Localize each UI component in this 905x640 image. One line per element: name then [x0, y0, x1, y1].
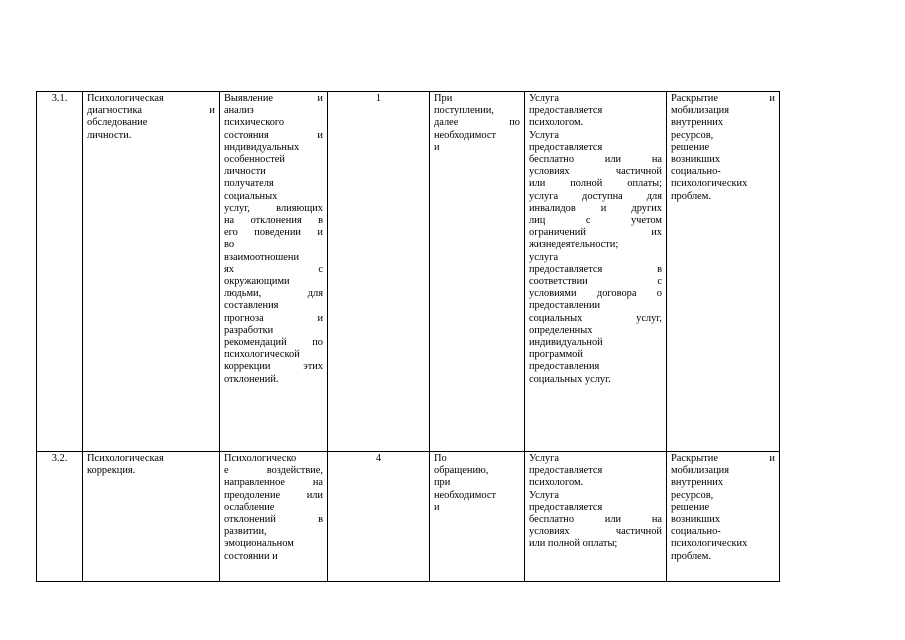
row-number: 3.2.	[51, 453, 68, 464]
cell-text-line: психологических	[671, 538, 748, 550]
cell-text-line: при	[434, 477, 451, 489]
cell-text-line: направленное на	[224, 477, 323, 489]
cell-text-line: внутренних	[671, 117, 724, 129]
cell-text-line: социально-	[671, 526, 721, 538]
cell-text-line: эмоциональном	[224, 538, 294, 550]
cell-text-line: ях с	[224, 263, 323, 275]
cell-text-line: людьми, для	[224, 288, 323, 300]
cell-text-line: или полной оплаты;	[529, 538, 618, 550]
cell-text-line: индивидуальной	[529, 337, 603, 349]
cell-text-line: возникших	[671, 154, 721, 166]
cell-text-line: Психологическая	[87, 453, 164, 464]
services-table	[36, 91, 780, 582]
result-cell	[667, 92, 780, 452]
cell-text-line: предоставлении	[529, 300, 601, 312]
cell-text-line: Услуга	[529, 453, 559, 464]
cell-text-line: обращению,	[434, 465, 489, 477]
cell-text-line: на отклонения в	[224, 215, 323, 227]
quantity-cell	[328, 452, 430, 582]
timing-cell	[430, 92, 525, 452]
cell-text-line: окружающими	[224, 276, 290, 288]
cell-text-line: ресурсов,	[671, 489, 714, 501]
cell-text-line: поступлении,	[434, 105, 494, 117]
cell-text-line: ресурсов,	[671, 129, 714, 141]
cell-text-line: мобилизация	[671, 465, 729, 477]
cell-text-line: и	[434, 141, 440, 153]
service-description-cell	[220, 452, 328, 582]
cell-text-line: программой	[529, 349, 583, 361]
cell-text-line: преодоление или	[224, 489, 323, 501]
result-cell	[667, 452, 780, 582]
cell-text-line: предоставляется в	[529, 263, 662, 275]
cell-text-line: Услуга	[529, 489, 559, 501]
service-name-cell	[83, 92, 220, 452]
cell-text-line: инвалидов и других	[529, 202, 662, 214]
cell-text-line: составления	[224, 300, 279, 312]
quantity-value: 1	[375, 93, 382, 104]
cell-text-line: отклонений.	[224, 373, 279, 385]
cell-text-line: личности.	[87, 129, 132, 141]
row-number: 3.1.	[51, 93, 68, 104]
cell-text-line: развитии,	[224, 526, 267, 538]
cell-text-line: ограничений их	[529, 227, 662, 239]
cell-text-line: бесплатно или на	[529, 154, 662, 166]
cell-text-line: условиях частичной	[529, 166, 662, 178]
cell-text-line: далее по	[434, 117, 520, 129]
cell-text-line: жизнедеятельности;	[529, 239, 619, 251]
cell-text-line: возникших	[671, 514, 721, 526]
cell-text-line: Психологическо	[224, 453, 297, 464]
cell-text-line: и	[434, 501, 440, 513]
quantity-cell	[328, 92, 430, 452]
cell-text-line: коррекции этих	[224, 361, 323, 373]
cell-text-line: Услуга	[529, 129, 559, 141]
cell-text-line: условиями договора о	[529, 288, 662, 300]
service-description-cell	[220, 92, 328, 452]
cell-text-line: Выявление и	[224, 93, 323, 104]
cell-text-line: социально-	[671, 166, 721, 178]
cell-text-line: решение	[671, 141, 710, 153]
cell-text-line: разработки	[224, 324, 274, 336]
cell-text-line: решение	[671, 501, 710, 513]
cell-text-line: отклонений в	[224, 514, 323, 526]
cell-text-line: особенностей	[224, 154, 285, 166]
cell-text-line: услуга доступна для	[529, 190, 662, 202]
cell-text-line: психологической	[224, 349, 300, 361]
table-row	[37, 92, 780, 452]
cell-text-line: рекомендаций по	[224, 337, 323, 349]
cell-text-line: психического	[224, 117, 285, 129]
conditions-cell	[525, 452, 667, 582]
cell-text-line: предоставляется	[529, 465, 603, 477]
cell-text-line: Услуга	[529, 93, 559, 104]
cell-text-line: услуг, влияющих	[224, 202, 323, 214]
cell-text-line: ослабление	[224, 501, 275, 513]
cell-text-line: или полной оплаты;	[529, 178, 662, 190]
row-number-cell	[37, 92, 83, 452]
cell-text-line: предоставляется	[529, 501, 603, 513]
cell-text-line: лиц с учетом	[529, 215, 662, 227]
cell-text-line: психологом.	[529, 117, 584, 129]
cell-text-line: предоставляется	[529, 105, 603, 117]
cell-text-line: диагностика и	[87, 105, 215, 117]
cell-text-line: прогноза и	[224, 312, 323, 324]
cell-text-line: При	[434, 93, 453, 104]
service-name-cell	[83, 452, 220, 582]
cell-text-line: анализ	[224, 105, 254, 117]
cell-text-line: социальных услуг,	[529, 312, 662, 324]
cell-text-line: проблем.	[671, 190, 711, 202]
cell-text-line: социальных услуг.	[529, 373, 611, 385]
cell-text-line: Раскрытие и	[671, 453, 775, 464]
cell-text-line: социальных	[224, 190, 278, 202]
table-row	[37, 452, 780, 582]
cell-text-line: проблем.	[671, 550, 711, 562]
cell-text-line: индивидуальных	[224, 141, 300, 153]
cell-text-line: коррекция.	[87, 465, 136, 477]
timing-cell	[430, 452, 525, 582]
cell-text-line: услуга	[529, 251, 559, 263]
cell-text-line: Раскрытие и	[671, 93, 775, 104]
cell-text-line: обследование	[87, 117, 148, 129]
cell-text-line: необходимост	[434, 129, 496, 141]
cell-text-line: получателя	[224, 178, 274, 190]
cell-text-line: предоставления	[529, 361, 600, 373]
cell-text-line: внутренних	[671, 477, 724, 489]
row-number-cell	[37, 452, 83, 582]
cell-text-line: условиях частичной	[529, 526, 662, 538]
cell-text-line: предоставляется	[529, 141, 603, 153]
cell-text-line: соответствии с	[529, 276, 662, 288]
cell-text-line: его поведении и	[224, 227, 323, 239]
cell-text-line: бесплатно или на	[529, 514, 662, 526]
cell-text-line: Психологическая	[87, 93, 164, 104]
cell-text-line: психологических	[671, 178, 748, 190]
cell-text-line: е воздействие,	[224, 465, 323, 477]
cell-text-line: личности	[224, 166, 266, 178]
cell-text-line: По	[434, 453, 447, 464]
cell-text-line: во	[224, 239, 235, 251]
quantity-value: 4	[375, 453, 382, 464]
cell-text-line: взаимоотношени	[224, 251, 300, 263]
conditions-cell	[525, 92, 667, 452]
cell-text-line: мобилизация	[671, 105, 729, 117]
cell-text-line: определенных	[529, 324, 593, 336]
cell-text-line: состояния и	[224, 129, 323, 141]
cell-text-line: психологом.	[529, 477, 584, 489]
cell-text-line: необходимост	[434, 489, 496, 501]
cell-text-line: состоянии и	[224, 550, 278, 562]
